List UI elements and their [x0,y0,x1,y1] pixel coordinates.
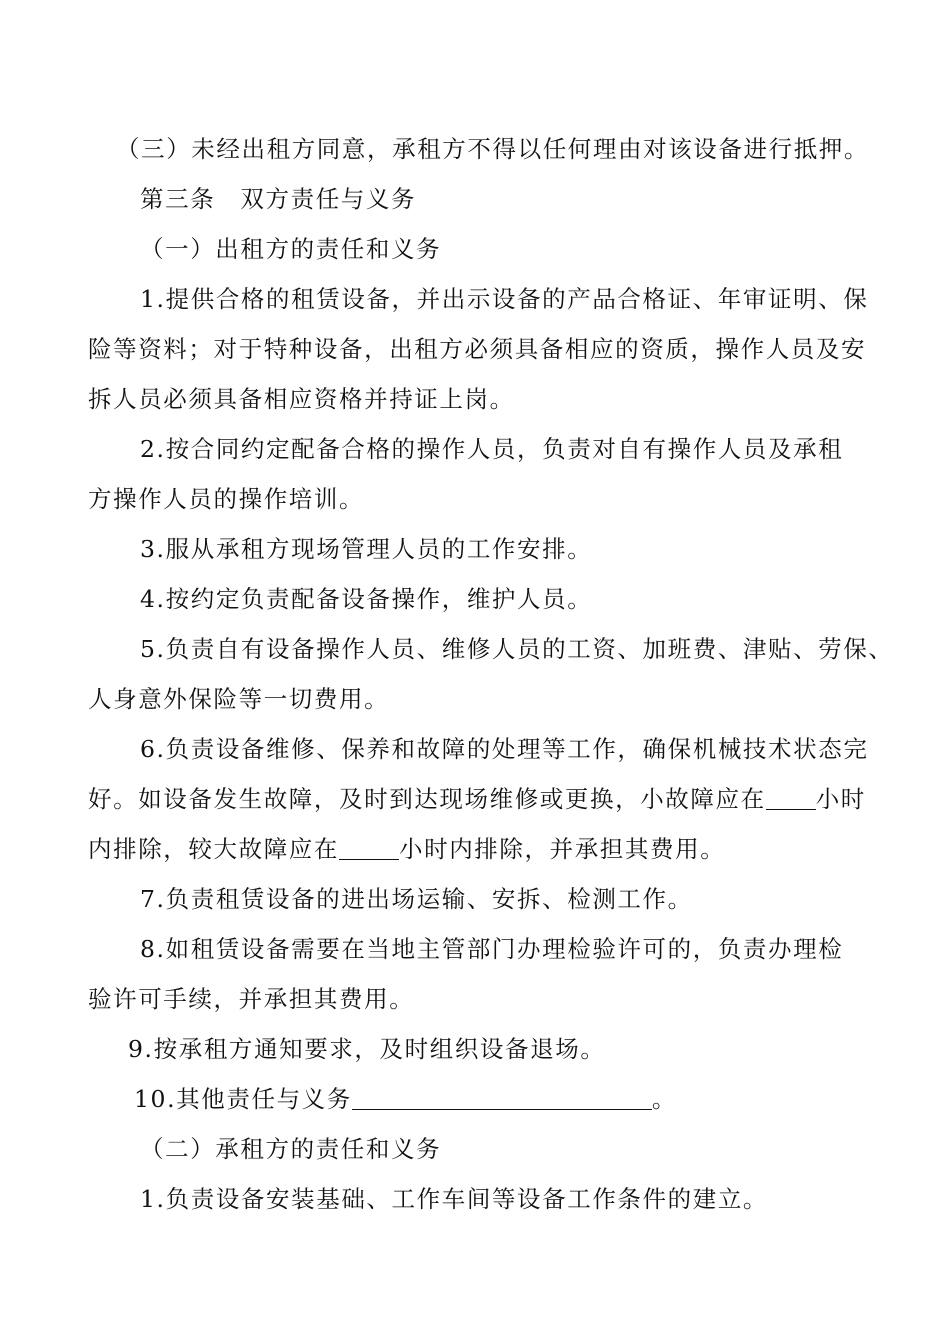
item-6-line-2-unit: 小时 [815,785,866,813]
fill-blank-major-fault-hours[interactable] [339,837,399,860]
item-1-line-1: 1.提供合格的租赁设备，并出示设备的产品合格证、年审证明、保 [140,285,869,313]
fill-blank-minor-fault-hours[interactable] [766,787,816,810]
item-6-line-3-tail: 小时内排除，并承担其费用。 [399,835,726,863]
item-6-line-2 [88,784,866,814]
item-9: 9.按承租方通知要求，及时组织设备退场。 [128,1035,606,1063]
item-2-line-1: 2.按合同约定配备合格的操作人员，负责对自有操作人员及承租 [140,435,844,463]
article-heading: 第三条 双方责任与义务 [140,185,417,213]
paragraph-clause-3: （三）未经出租方同意，承租方不得以任何理由对该设备进行抵押。 [116,135,869,163]
item-3: 3.服从承租方现场管理人员的工作安排。 [140,535,593,563]
item-8-line-1: 8.如租赁设备需要在当地主管部门办理检验许可的，负责办理检 [140,935,844,963]
item-7: 7.负责租赁设备的进出场运输、安拆、检测工作。 [140,885,693,913]
item-6-line-3-text: 内排除，较大故障应在 [88,835,339,863]
item-6-line-2-text: 好。如设备发生故障，及时到达现场维修或更换，小故障应在 [88,785,766,813]
item-4: 4.按约定负责配备设备操作，维护人员。 [140,585,593,613]
lessee-item-1: 1.负责设备安装基础、工作车间等设备工作条件的建立。 [140,1185,769,1213]
item-8-line-2: 验许可手续，并承担其费用。 [88,985,415,1013]
section-heading-lessor: （一）出租方的责任和义务 [140,235,442,263]
item-1-line-3: 拆人员必须具备相应资格并持证上岗。 [88,385,515,413]
item-10-text: 10.其他责任与义务 [134,1085,352,1113]
item-10-period: 。 [651,1085,677,1113]
item-2-line-2: 方操作人员的操作培训。 [88,485,365,513]
item-10 [134,1084,677,1114]
section-heading-lessee: （二）承租方的责任和义务 [140,1135,442,1163]
item-6-line-1: 6.负责设备维修、保养和故障的处理等工作，确保机械技术状态完 [140,735,869,763]
item-1-line-2: 险等资料；对于特种设备，出租方必须具备相应的资质，操作人员及安 [88,335,867,363]
item-5-line-2: 人身意外保险等一切费用。 [88,685,390,713]
item-6-line-3 [88,834,725,864]
fill-blank-other-duties[interactable] [352,1087,652,1110]
item-5-line-1: 5.负责自有设备操作人员、维修人员的工资、加班费、津贴、劳保、 [140,635,894,663]
